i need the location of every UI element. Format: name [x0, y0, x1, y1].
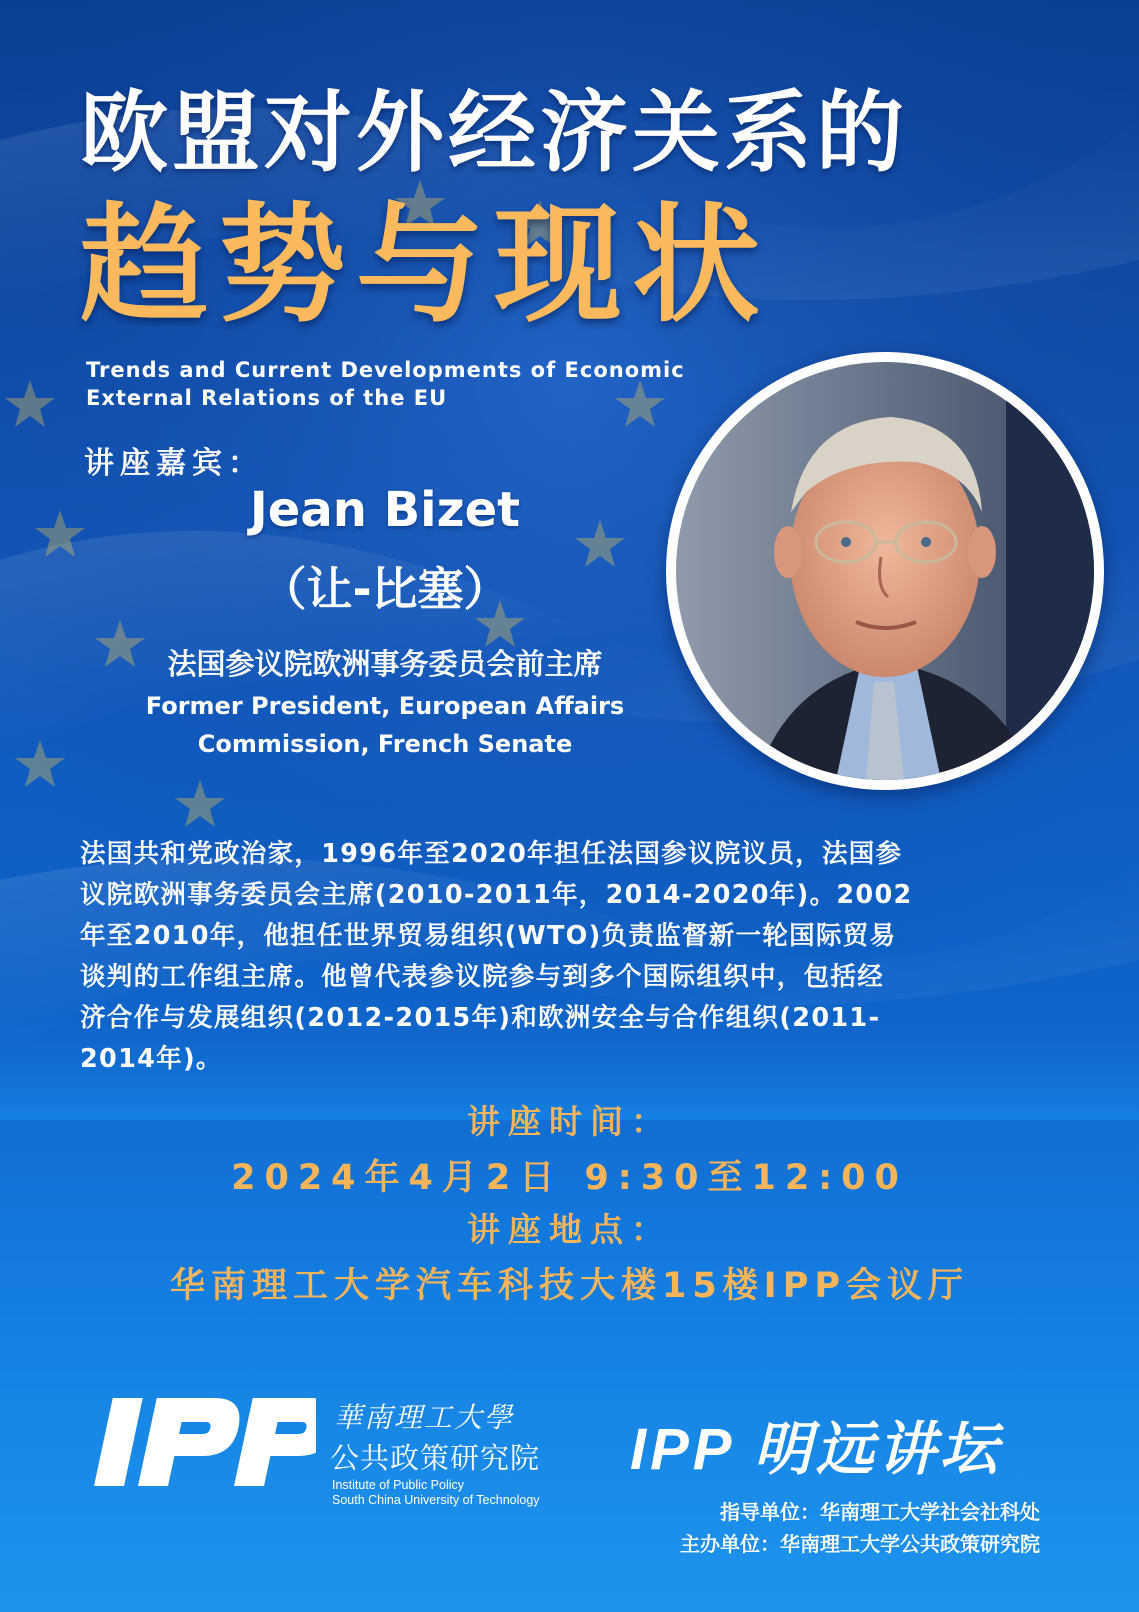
- institute-name-cn: 公共政策研究院: [330, 1441, 541, 1475]
- speaker-title-en-line1: Former President, European Affairs: [145, 692, 625, 720]
- title-english-line2: External Relations of the EU: [86, 386, 448, 410]
- institute-name-en-line2: South China University of Technology: [332, 1493, 540, 1507]
- event-location-label: 讲座地点：: [467, 1210, 672, 1249]
- speaker-name-en: Jean Bizet: [249, 482, 521, 538]
- institute-name-en: [332, 1478, 540, 1508]
- guide-unit: 指导单位：华南理工大学社会社科处: [720, 1500, 1040, 1524]
- speaker-portrait: [666, 352, 1104, 790]
- speaker-title-en-line2: Commission, French Senate: [197, 730, 573, 758]
- speaker-title-cn: 法国参议院欧洲事务委员会前主席: [167, 647, 603, 681]
- event-location-value: 华南理工大学汽车科技大楼15楼IPP会议厅: [169, 1266, 970, 1306]
- portrait-image: [676, 362, 1094, 780]
- event-time-value: 2024年4月2日 9:30至12:00: [231, 1158, 908, 1198]
- institute-name-en-line1: Institute of Public Policy: [332, 1478, 465, 1492]
- bio-line: 谈判的工作组主席。他曾代表参议院参与到多个国际组织中，包括经: [80, 962, 885, 992]
- speaker-title-en: [110, 687, 660, 763]
- bio-line: 议院欧洲事务委员会主席(2010-2011年，2014-2020年)。2002: [80, 880, 913, 910]
- host-unit: 主办单位：华南理工大学公共政策研究院: [680, 1532, 1040, 1556]
- title-chinese-line2: 趋势与现状: [80, 190, 771, 340]
- forum-title: IPP 明远讲坛: [630, 1417, 1002, 1482]
- bio-line: 济合作与发展组织(2012-2015年)和欧洲安全与合作组织(2011-: [80, 1003, 881, 1033]
- speaker-label: 讲座嘉宾：: [84, 446, 264, 481]
- title-english-line1: Trends and Current Developments of Economic: [86, 358, 685, 382]
- title-chinese-line1: 欧盟对外经济关系的: [80, 80, 909, 184]
- bio-line: 2014年)。: [80, 1044, 223, 1074]
- ipp-logo-text: IPP: [86, 1392, 88, 1393]
- university-name-cn: 華南理工大學: [334, 1401, 515, 1434]
- bio-line: 法国共和党政治家，1996年至2020年担任法国参议院议员，法国参: [80, 839, 903, 869]
- ipp-logo: [86, 1392, 316, 1492]
- bio-line: 年至2010年，他担任世界贸易组织(WTO)负责监督新一轮国际贸易: [80, 921, 897, 951]
- speaker-name-cn: （让-比塞）: [260, 562, 510, 616]
- speaker-bio: [80, 834, 1052, 1080]
- event-time-label: 讲座时间：: [467, 1102, 672, 1141]
